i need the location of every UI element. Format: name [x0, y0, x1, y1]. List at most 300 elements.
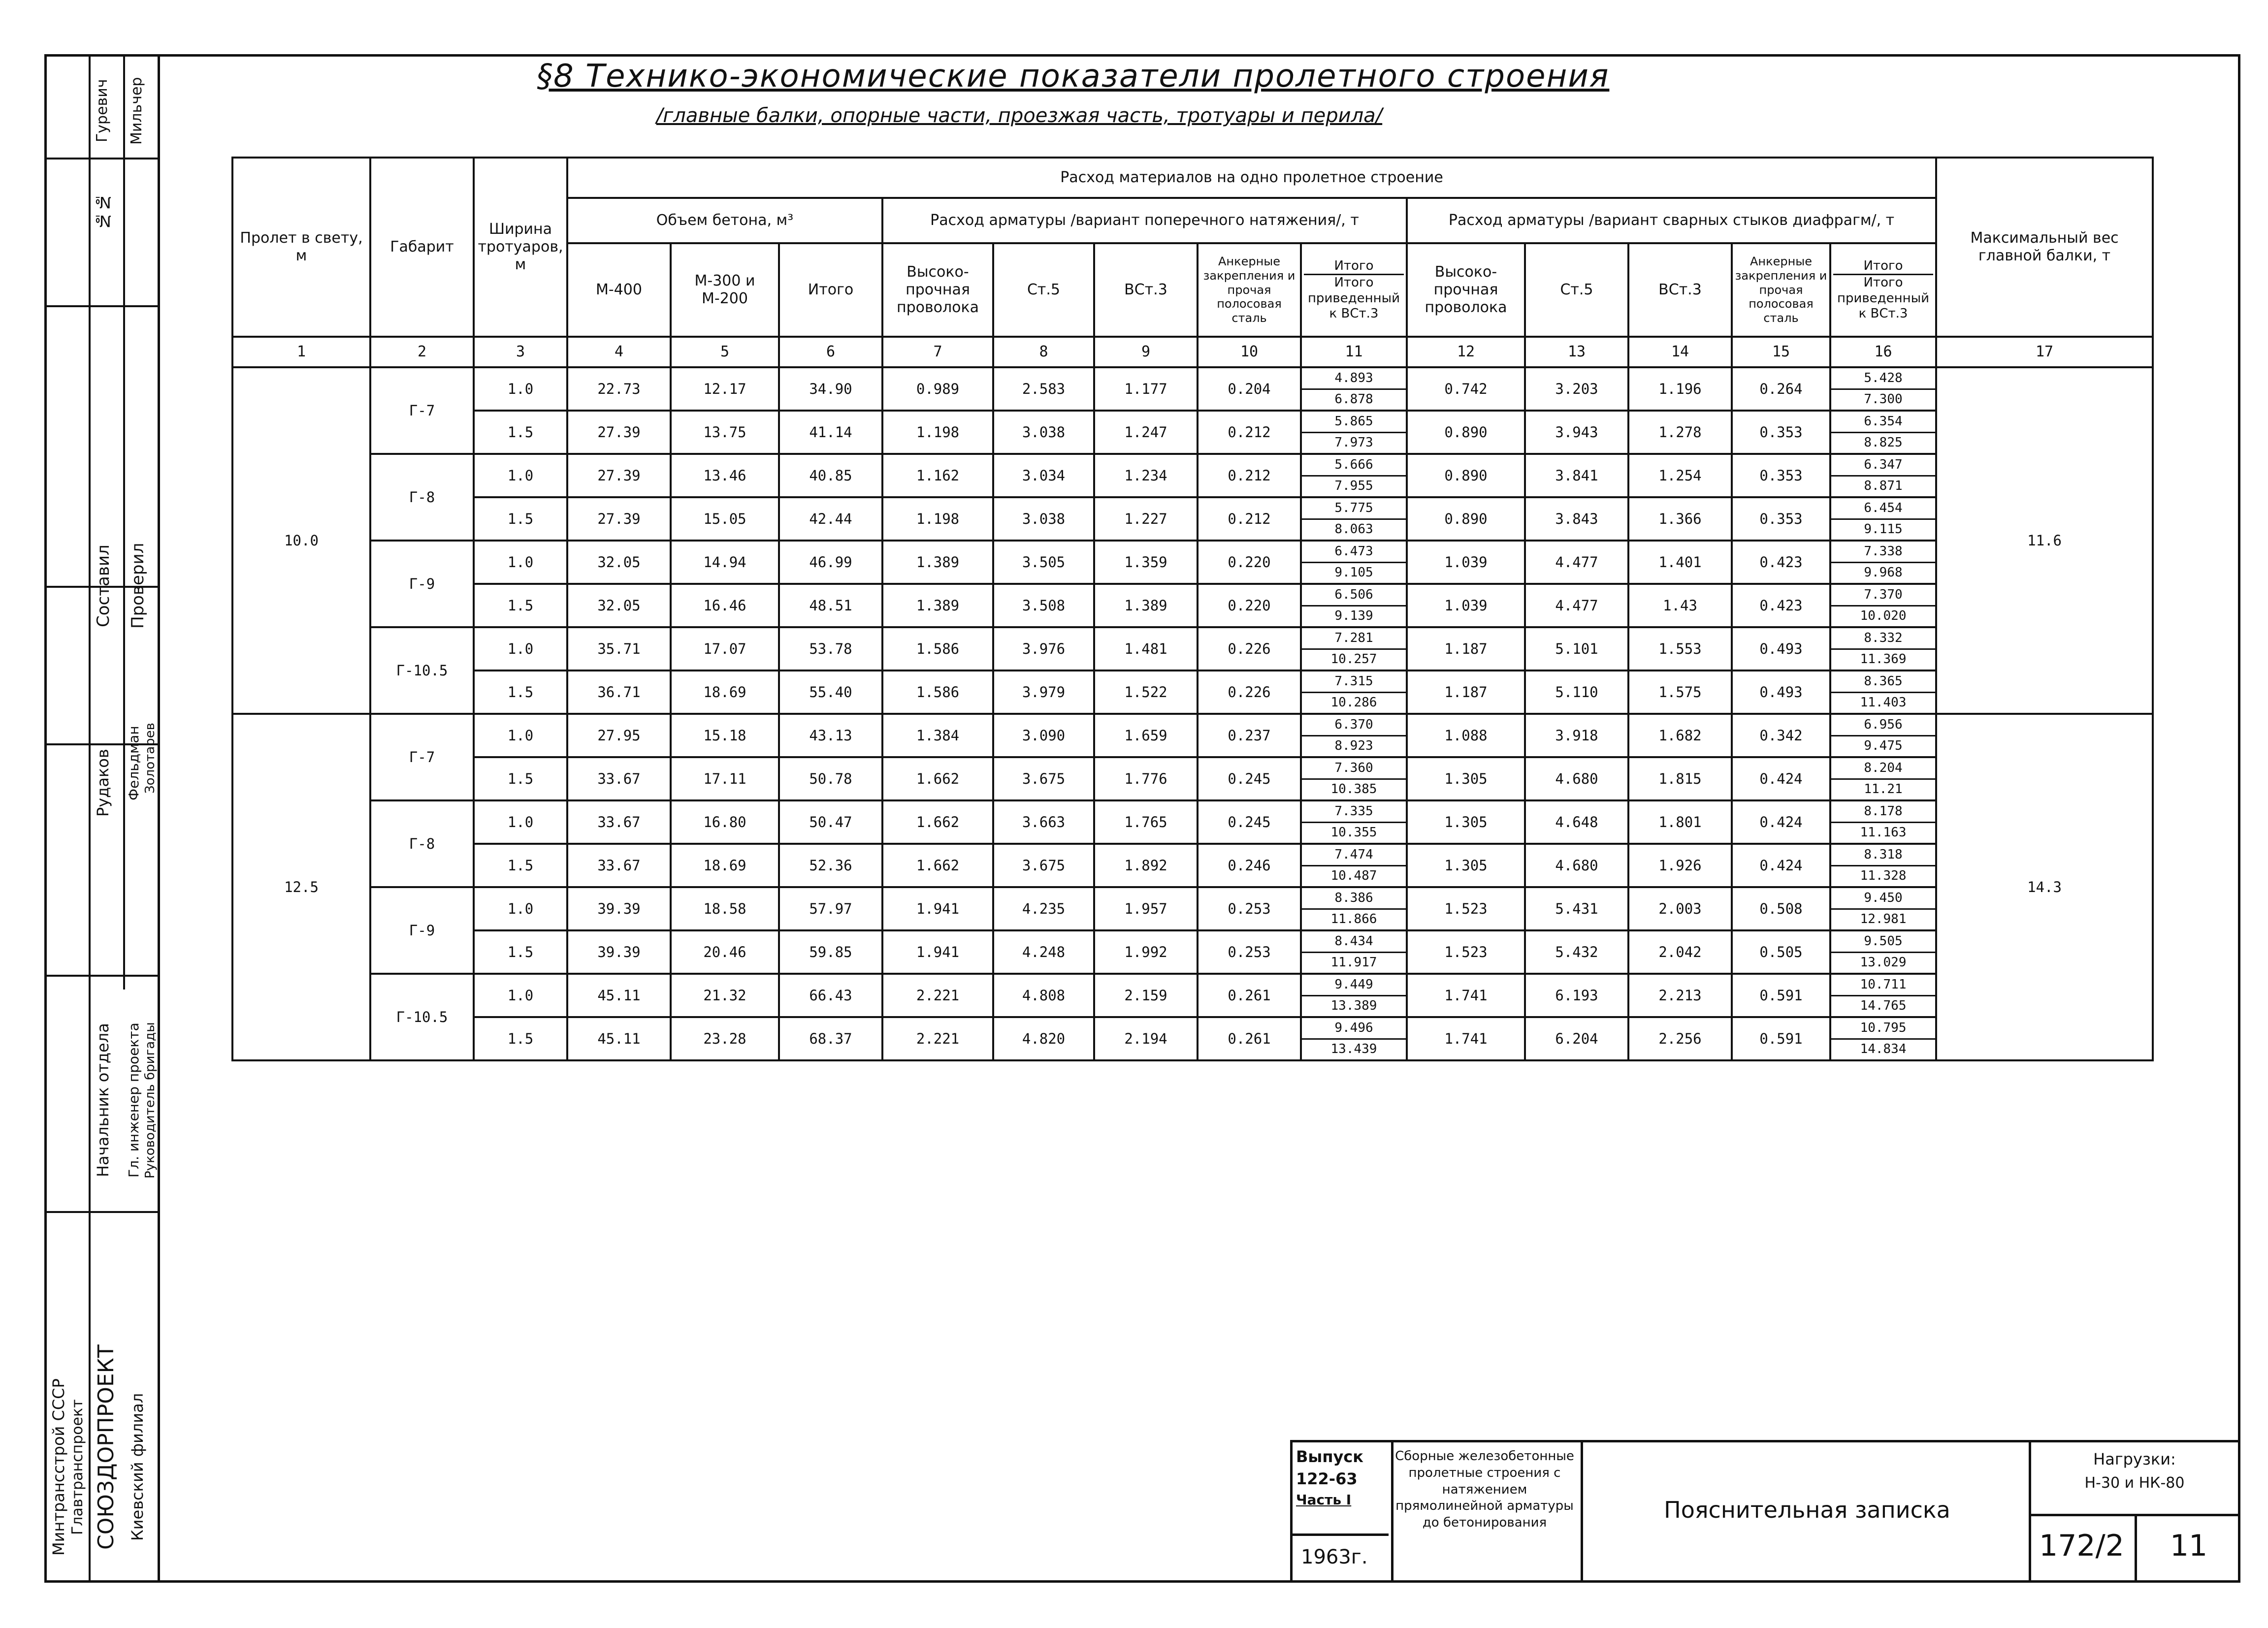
- header-consumption: Расход материалов на одно пролетное строение: [567, 158, 1936, 198]
- cell-m400: 39.39: [567, 930, 671, 974]
- header-st5-2: Ст.5: [1525, 243, 1628, 337]
- cell-tot: 66.43: [779, 974, 882, 1017]
- cell-hs2: 1.523: [1407, 930, 1525, 974]
- column-number: 6: [779, 337, 882, 367]
- cell-hs2: 1.187: [1407, 670, 1525, 714]
- cell-anc2: 0.493: [1732, 627, 1830, 670]
- cell-total-pair: 8.386 11.866: [1301, 887, 1407, 930]
- cell-vst32: 1.196: [1628, 367, 1732, 411]
- table-row: [232, 627, 2153, 670]
- stamp-document-name: Пояснительная записка: [1664, 1497, 1950, 1523]
- header-anchors-2: Анкерные закрепления и прочая полосовая сталь: [1732, 243, 1830, 337]
- cell-total-pair: 5.775 8.063: [1301, 497, 1407, 541]
- table-row: [232, 411, 2153, 454]
- cell-total-pair-2: 9.505 13.029: [1830, 930, 1936, 974]
- cell-m400: 27.95: [567, 714, 671, 757]
- indicators-table: [231, 157, 2154, 1061]
- cell-total-pair: 6.370 8.923: [1301, 714, 1407, 757]
- cell-w: 1.0: [474, 367, 567, 411]
- table-row: [232, 887, 2153, 930]
- cell-anc: 0.220: [1198, 584, 1301, 627]
- cell-total-pair-2: 7.370 10.020: [1830, 584, 1936, 627]
- cell-hs: 1.198: [882, 411, 993, 454]
- cell-m400: 27.39: [567, 411, 671, 454]
- cell-anc: 0.253: [1198, 887, 1301, 930]
- cell-st5: 3.675: [993, 844, 1094, 887]
- table-row: [232, 670, 2153, 714]
- cell-w: 1.0: [474, 800, 567, 844]
- header-total-reduced-2: Итого Итого приведенный к ВСт.3: [1830, 243, 1936, 337]
- max-weight-cell: 11.6: [1936, 367, 2153, 714]
- cell-anc2: 0.591: [1732, 1017, 1830, 1060]
- table-row: [232, 930, 2153, 974]
- cell-hs2: 1.741: [1407, 1017, 1525, 1060]
- cell-total-pair-2: 10.711 14.765: [1830, 974, 1936, 1017]
- cell-w: 1.5: [474, 1017, 567, 1060]
- span-cell: 12.5: [232, 714, 370, 1060]
- cell-vst32: 2.003: [1628, 887, 1732, 930]
- column-number: 7: [882, 337, 993, 367]
- cell-vst3: 1.892: [1094, 844, 1198, 887]
- table-row: [232, 800, 2153, 844]
- cell-hs: 1.662: [882, 844, 993, 887]
- gabarit-cell: Г-8: [370, 454, 474, 541]
- cell-vst32: 2.213: [1628, 974, 1732, 1017]
- cell-st52: 5.110: [1525, 670, 1628, 714]
- cell-m300: 13.46: [671, 454, 779, 497]
- sidebar-org1: Минтрансстрой СССР: [49, 1378, 68, 1556]
- max-weight-cell: 14.3: [1936, 714, 2153, 1060]
- cell-m400: 33.67: [567, 800, 671, 844]
- column-number: 15: [1732, 337, 1830, 367]
- stamp-year: 1963г.: [1301, 1546, 1368, 1568]
- cell-vst3: 1.957: [1094, 887, 1198, 930]
- cell-m400: 39.39: [567, 887, 671, 930]
- cell-hs: 1.389: [882, 541, 993, 584]
- cell-anc: 0.212: [1198, 497, 1301, 541]
- cell-vst3: 2.194: [1094, 1017, 1198, 1060]
- cell-vst3: 1.481: [1094, 627, 1198, 670]
- column-number: 3: [474, 337, 567, 367]
- sidebar-org3: СОЮЗДОРПРОЕКТ: [94, 1344, 119, 1550]
- cell-tot: 34.90: [779, 367, 882, 411]
- cell-st52: 4.680: [1525, 844, 1628, 887]
- cell-total-pair: 4.893 6.878: [1301, 367, 1407, 411]
- cell-m400: 35.71: [567, 627, 671, 670]
- cell-anc2: 0.424: [1732, 800, 1830, 844]
- cell-w: 1.0: [474, 714, 567, 757]
- cell-tot: 40.85: [779, 454, 882, 497]
- header-concrete: Объем бетона, м³: [567, 198, 882, 243]
- cell-tot: 48.51: [779, 584, 882, 627]
- cell-hs: 0.989: [882, 367, 993, 411]
- sidebar-name1: Рудаков: [94, 749, 112, 817]
- cell-tot: 55.40: [779, 670, 882, 714]
- stamp-sheet-code: 172/2: [2039, 1529, 2124, 1563]
- header-m300: М-300 и М-200: [671, 243, 779, 337]
- cell-hs: 1.662: [882, 757, 993, 800]
- cell-vst32: 1.815: [1628, 757, 1732, 800]
- column-number: 14: [1628, 337, 1732, 367]
- cell-st52: 5.101: [1525, 627, 1628, 670]
- cell-total-pair-2: 5.428 7.300: [1830, 367, 1936, 411]
- cell-total-pair: 7.360 10.385: [1301, 757, 1407, 800]
- cell-vst3: 1.359: [1094, 541, 1198, 584]
- cell-vst3: 1.776: [1094, 757, 1198, 800]
- cell-m400: 36.71: [567, 670, 671, 714]
- cell-vst32: 1.682: [1628, 714, 1732, 757]
- sidebar-role2: Гл. инженер проекта: [126, 1022, 142, 1178]
- cell-vst32: 2.256: [1628, 1017, 1732, 1060]
- cell-hs2: 0.890: [1407, 411, 1525, 454]
- cell-st52: 4.477: [1525, 584, 1628, 627]
- cell-hs: 1.586: [882, 627, 993, 670]
- cell-total-pair-2: 8.365 11.403: [1830, 670, 1936, 714]
- cell-hs2: 1.305: [1407, 757, 1525, 800]
- cell-vst3: 1.177: [1094, 367, 1198, 411]
- cell-tot: 52.36: [779, 844, 882, 887]
- table-row: [232, 844, 2153, 887]
- cell-tot: 59.85: [779, 930, 882, 974]
- cell-tot: 43.13: [779, 714, 882, 757]
- cell-hs: 2.221: [882, 1017, 993, 1060]
- cell-st5: 4.820: [993, 1017, 1094, 1060]
- cell-anc2: 0.353: [1732, 411, 1830, 454]
- cell-anc2: 0.493: [1732, 670, 1830, 714]
- cell-anc: 0.253: [1198, 930, 1301, 974]
- cell-m300: 15.05: [671, 497, 779, 541]
- header-concrete-total: Итого: [779, 243, 882, 337]
- stamp-loads-label: Нагрузки:: [2093, 1450, 2176, 1468]
- cell-anc: 0.212: [1198, 411, 1301, 454]
- cell-tot: 41.14: [779, 411, 882, 454]
- cell-tot: 50.47: [779, 800, 882, 844]
- header-vst3: ВСт.3: [1094, 243, 1198, 337]
- cell-hs2: 1.039: [1407, 584, 1525, 627]
- table-row: [232, 584, 2153, 627]
- cell-m400: 33.67: [567, 844, 671, 887]
- cell-hs2: 1.741: [1407, 974, 1525, 1017]
- gabarit-cell: Г-8: [370, 800, 474, 887]
- cell-total-pair-2: 8.204 11.21: [1830, 757, 1936, 800]
- column-number: 8: [993, 337, 1094, 367]
- cell-anc: 0.261: [1198, 974, 1301, 1017]
- cell-st5: 3.090: [993, 714, 1094, 757]
- cell-vst3: 1.522: [1094, 670, 1198, 714]
- cell-st52: 4.680: [1525, 757, 1628, 800]
- sidebar-top1: Гуревич: [94, 79, 111, 143]
- cell-anc: 0.220: [1198, 541, 1301, 584]
- table-row: [232, 497, 2153, 541]
- cell-hs2: 0.742: [1407, 367, 1525, 411]
- column-number: 11: [1301, 337, 1407, 367]
- header-anchors: Анкерные закрепления и прочая полосовая сталь: [1198, 243, 1301, 337]
- cell-vst3: 2.159: [1094, 974, 1198, 1017]
- cell-m300: 17.11: [671, 757, 779, 800]
- cell-w: 1.5: [474, 844, 567, 887]
- cell-hs2: 1.039: [1407, 541, 1525, 584]
- cell-st52: 3.203: [1525, 367, 1628, 411]
- cell-tot: 68.37: [779, 1017, 882, 1060]
- cell-vst3: 1.227: [1094, 497, 1198, 541]
- cell-tot: 46.99: [779, 541, 882, 584]
- cell-st5: 3.508: [993, 584, 1094, 627]
- stamp-part: Часть I: [1296, 1492, 1352, 1508]
- cell-m300: 17.07: [671, 627, 779, 670]
- gabarit-cell: Г-10.5: [370, 627, 474, 714]
- gabarit-cell: Г-7: [370, 367, 474, 454]
- cell-w: 1.5: [474, 411, 567, 454]
- gabarit-cell: Г-7: [370, 714, 474, 800]
- cell-m400: 45.11: [567, 974, 671, 1017]
- cell-st5: 3.505: [993, 541, 1094, 584]
- header-sidewalk: Ширина тротуаров, м: [474, 158, 567, 337]
- cell-anc: 0.245: [1198, 800, 1301, 844]
- sidebar-made: Составил: [94, 544, 113, 627]
- cell-anc2: 0.423: [1732, 541, 1830, 584]
- sidebar-org4: Киевский филиал: [128, 1393, 147, 1541]
- cell-anc: 0.226: [1198, 670, 1301, 714]
- cell-hs: 1.662: [882, 800, 993, 844]
- cell-m300: 20.46: [671, 930, 779, 974]
- stamp-issue-label: Выпуск: [1296, 1447, 1363, 1466]
- cell-total-pair-2: 6.956 9.475: [1830, 714, 1936, 757]
- table-row: [232, 541, 2153, 584]
- cell-hs: 1.162: [882, 454, 993, 497]
- cell-m400: 27.39: [567, 454, 671, 497]
- stamp-sheet-number: 11: [2170, 1529, 2208, 1563]
- column-number: 12: [1407, 337, 1525, 367]
- cell-hs: 1.198: [882, 497, 993, 541]
- cell-hs: 1.941: [882, 930, 993, 974]
- cell-anc: 0.245: [1198, 757, 1301, 800]
- cell-w: 1.0: [474, 887, 567, 930]
- sidebar-checked: Проверил: [128, 543, 148, 629]
- header-st5: Ст.5: [993, 243, 1094, 337]
- cell-w: 1.5: [474, 757, 567, 800]
- cell-st5: 3.976: [993, 627, 1094, 670]
- cell-anc2: 0.423: [1732, 584, 1830, 627]
- cell-hs: 1.389: [882, 584, 993, 627]
- cell-st52: 3.918: [1525, 714, 1628, 757]
- cell-m300: 15.18: [671, 714, 779, 757]
- sidebar-role3: Руководитель бригады: [143, 1022, 158, 1179]
- cell-vst32: 1.254: [1628, 454, 1732, 497]
- cell-total-pair: 5.865 7.973: [1301, 411, 1407, 454]
- cell-m400: 32.05: [567, 541, 671, 584]
- table-row: [232, 974, 2153, 1017]
- cell-vst3: 1.389: [1094, 584, 1198, 627]
- cell-m300: 14.94: [671, 541, 779, 584]
- cell-total-pair: 7.335 10.355: [1301, 800, 1407, 844]
- sidebar-org2: Главтранспроект: [69, 1399, 86, 1535]
- cell-st5: 4.235: [993, 887, 1094, 930]
- cell-st5: 2.583: [993, 367, 1094, 411]
- page-subtitle: /главные балки, опорные части, проезжая часть, тротуары и перила/: [656, 104, 1383, 127]
- header-total-reduced: Итого Итого приведенный к ВСт.3: [1301, 243, 1407, 337]
- cell-m400: 33.67: [567, 757, 671, 800]
- column-number: 13: [1525, 337, 1628, 367]
- gabarit-cell: Г-9: [370, 887, 474, 974]
- column-number: 9: [1094, 337, 1198, 367]
- cell-hs2: 1.305: [1407, 800, 1525, 844]
- cell-vst32: 1.366: [1628, 497, 1732, 541]
- cell-w: 1.0: [474, 974, 567, 1017]
- cell-st5: 4.808: [993, 974, 1094, 1017]
- cell-total-pair: 6.506 9.139: [1301, 584, 1407, 627]
- cell-anc: 0.226: [1198, 627, 1301, 670]
- cell-m300: 16.46: [671, 584, 779, 627]
- cell-vst3: 1.659: [1094, 714, 1198, 757]
- cell-hs2: 1.187: [1407, 627, 1525, 670]
- cell-m400: 45.11: [567, 1017, 671, 1060]
- header-span: Пролет в свету, м: [232, 158, 370, 337]
- cell-vst3: 1.765: [1094, 800, 1198, 844]
- cell-hs: 1.586: [882, 670, 993, 714]
- column-numbers-row: [232, 337, 2153, 367]
- cell-vst32: 1.553: [1628, 627, 1732, 670]
- cell-w: 1.5: [474, 497, 567, 541]
- gabarit-cell: Г-10.5: [370, 974, 474, 1060]
- column-number: 10: [1198, 337, 1301, 367]
- column-number: 1: [232, 337, 370, 367]
- cell-anc2: 0.424: [1732, 757, 1830, 800]
- cell-vst32: 2.042: [1628, 930, 1732, 974]
- cell-m300: 12.17: [671, 367, 779, 411]
- cell-st52: 4.477: [1525, 541, 1628, 584]
- stamp-loads: Н-30 и НК-80: [2084, 1474, 2185, 1492]
- cell-anc2: 0.264: [1732, 367, 1830, 411]
- cell-total-pair-2: 6.454 9.115: [1830, 497, 1936, 541]
- column-number: 4: [567, 337, 671, 367]
- page-title: §8 Технико-экономические показатели пролетного строения: [537, 58, 1610, 95]
- span-cell: 10.0: [232, 367, 370, 714]
- cell-w: 1.0: [474, 627, 567, 670]
- cell-tot: 42.44: [779, 497, 882, 541]
- cell-st52: 4.648: [1525, 800, 1628, 844]
- cell-vst3: 1.992: [1094, 930, 1198, 974]
- cell-anc2: 0.342: [1732, 714, 1830, 757]
- cell-total-pair-2: 6.347 8.871: [1830, 454, 1936, 497]
- header-vst3-2: ВСт.3: [1628, 243, 1732, 337]
- cell-anc: 0.212: [1198, 454, 1301, 497]
- header-max-weight: Максимальный вес главной балки, т: [1936, 158, 2153, 337]
- cell-m300: 23.28: [671, 1017, 779, 1060]
- cell-total-pair: 7.474 10.487: [1301, 844, 1407, 887]
- header-hs-wire: Высоко-прочная проволока: [882, 243, 993, 337]
- cell-st5: 3.038: [993, 411, 1094, 454]
- cell-st5: 3.979: [993, 670, 1094, 714]
- cell-m300: 18.69: [671, 670, 779, 714]
- cell-total-pair-2: 10.795 14.834: [1830, 1017, 1936, 1060]
- sidebar-name3: Золотарев: [143, 723, 158, 794]
- cell-anc2: 0.505: [1732, 930, 1830, 974]
- cell-st52: 6.193: [1525, 974, 1628, 1017]
- cell-m300: 18.58: [671, 887, 779, 930]
- cell-vst32: 1.801: [1628, 800, 1732, 844]
- header-hs-wire-2: Высоко-прочная проволока: [1407, 243, 1525, 337]
- table-row: [232, 714, 2153, 757]
- cell-tot: 50.78: [779, 757, 882, 800]
- column-number: 5: [671, 337, 779, 367]
- cell-hs: 1.384: [882, 714, 993, 757]
- header-gabarit: Габарит: [370, 158, 474, 337]
- cell-m300: 21.32: [671, 974, 779, 1017]
- cell-total-pair-2: 7.338 9.968: [1830, 541, 1936, 584]
- cell-total-pair: 5.666 7.955: [1301, 454, 1407, 497]
- sidebar-top2: Мильчер: [128, 77, 145, 145]
- column-number: 16: [1830, 337, 1936, 367]
- cell-vst32: 1.401: [1628, 541, 1732, 584]
- cell-st52: 5.432: [1525, 930, 1628, 974]
- table-row: [232, 757, 2153, 800]
- cell-total-pair-2: 8.332 11.369: [1830, 627, 1936, 670]
- cell-tot: 53.78: [779, 627, 882, 670]
- cell-hs2: 1.305: [1407, 844, 1525, 887]
- cell-vst32: 1.926: [1628, 844, 1732, 887]
- cell-w: 1.5: [474, 670, 567, 714]
- cell-st52: 3.943: [1525, 411, 1628, 454]
- cell-total-pair: 7.281 10.257: [1301, 627, 1407, 670]
- cell-anc2: 0.508: [1732, 887, 1830, 930]
- cell-st5: 3.675: [993, 757, 1094, 800]
- cell-m300: 13.75: [671, 411, 779, 454]
- column-number: 17: [1936, 337, 2153, 367]
- cell-st5: 3.034: [993, 454, 1094, 497]
- header-rebar-transverse: Расход арматуры /вариант поперечного натяжения/, т: [882, 198, 1407, 243]
- cell-st52: 6.204: [1525, 1017, 1628, 1060]
- cell-total-pair: 9.496 13.439: [1301, 1017, 1407, 1060]
- cell-m400: 22.73: [567, 367, 671, 411]
- sidebar-name2: Фельдман: [126, 726, 142, 800]
- cell-total-pair: 6.473 9.105: [1301, 541, 1407, 584]
- cell-total-pair-2: 6.354 8.825: [1830, 411, 1936, 454]
- cell-hs: 2.221: [882, 974, 993, 1017]
- cell-total-pair: 7.315 10.286: [1301, 670, 1407, 714]
- cell-m300: 16.80: [671, 800, 779, 844]
- cell-st5: 3.038: [993, 497, 1094, 541]
- cell-total-pair: 8.434 11.917: [1301, 930, 1407, 974]
- cell-m400: 32.05: [567, 584, 671, 627]
- cell-total-pair-2: 9.450 12.981: [1830, 887, 1936, 930]
- cell-st52: 5.431: [1525, 887, 1628, 930]
- sidebar-n-label: №№: [94, 193, 112, 230]
- cell-vst32: 1.43: [1628, 584, 1732, 627]
- cell-m400: 27.39: [567, 497, 671, 541]
- title-stamp: [1290, 1440, 2240, 1585]
- cell-vst32: 1.278: [1628, 411, 1732, 454]
- cell-hs2: 1.523: [1407, 887, 1525, 930]
- column-number: 2: [370, 337, 474, 367]
- cell-w: 1.5: [474, 584, 567, 627]
- cell-tot: 57.97: [779, 887, 882, 930]
- cell-anc: 0.246: [1198, 844, 1301, 887]
- cell-st52: 3.843: [1525, 497, 1628, 541]
- cell-anc: 0.261: [1198, 1017, 1301, 1060]
- cell-w: 1.0: [474, 541, 567, 584]
- cell-st5: 3.663: [993, 800, 1094, 844]
- cell-total-pair-2: 8.178 11.163: [1830, 800, 1936, 844]
- cell-vst32: 1.575: [1628, 670, 1732, 714]
- cell-st52: 3.841: [1525, 454, 1628, 497]
- table-row: [232, 1017, 2153, 1060]
- cell-w: 1.0: [474, 454, 567, 497]
- cell-anc: 0.204: [1198, 367, 1301, 411]
- cell-total-pair-2: 8.318 11.328: [1830, 844, 1936, 887]
- cell-hs2: 0.890: [1407, 497, 1525, 541]
- cell-anc2: 0.353: [1732, 497, 1830, 541]
- table-row: [232, 367, 2153, 411]
